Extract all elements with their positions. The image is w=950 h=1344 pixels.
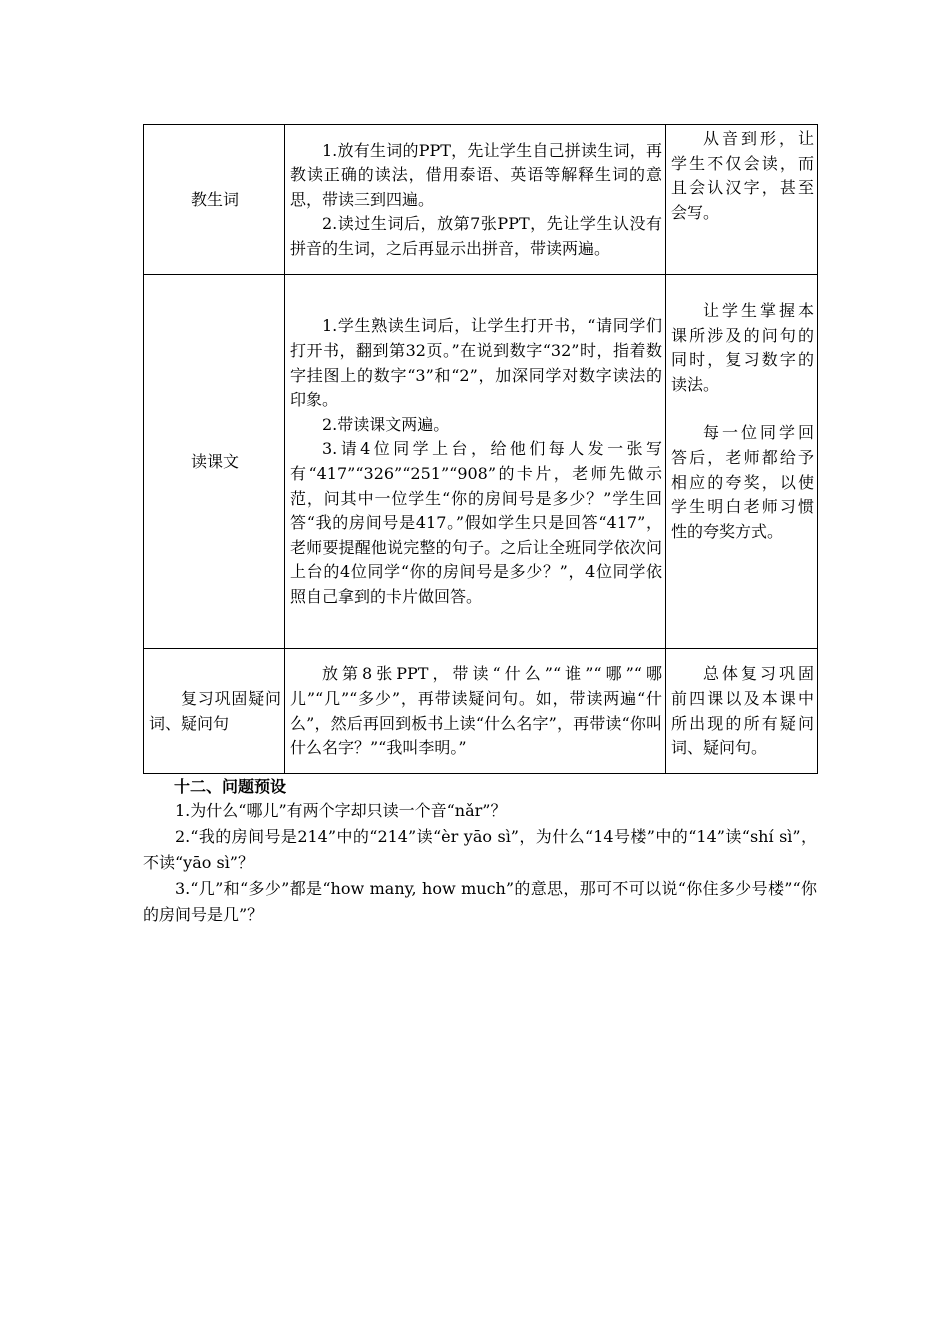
stage-cell: 教生词 xyxy=(144,125,285,275)
section-title: 十二、问题预设 xyxy=(174,777,287,796)
table-row xyxy=(144,125,818,275)
note-paragraph: 从音到形，让学生不仅会读，而且会认汉字，甚至会写。 xyxy=(671,129,814,222)
note-paragraph: 让学生掌握本课所涉及的问句的同时，复习数字的读法。 xyxy=(671,301,814,394)
process-paragraph: 2.带读课文两遍。 xyxy=(322,414,450,434)
note-cell xyxy=(666,125,818,275)
table-row xyxy=(144,649,818,774)
process-cell xyxy=(285,649,666,774)
note-cell xyxy=(666,649,818,774)
process-paragraph: 放第8张PPT，带读“什么”“谁”“哪”“哪儿”“几”“多少”，再带读疑问句。如，带读两遍“什么”，然后再回到板书上读“什么名字”，再带读“你叫什么名字？”“我叫李明。” xyxy=(290,664,662,758)
note-cell xyxy=(666,275,818,649)
stage-cell xyxy=(144,649,285,774)
process-paragraph: 1.学生熟读生词后，让学生打开书，“请同学们打开书，翻到第32页。”在说到数字“32”时，指着数字挂图上的数字“3”和“2”，加深同学对数字读法的印象。 xyxy=(290,316,662,410)
table-row xyxy=(144,275,818,649)
process-paragraph: 3.请4位同学上台，给他们每人发一张写有“417”“326”“251”“908”的卡片，老师先做示范，问其中一位学生“你的房间号是多少？”学生回答“我的房间号是417。”假如学生只是回答“417”，老师要提醒他说完整的句子。之后让全班同学依次问上台的4位同学“你的房间号是多少？”，4位同学依照自己拿到的卡片做回答。 xyxy=(290,439,662,606)
lesson-plan-table xyxy=(143,124,818,774)
process-cell xyxy=(285,125,666,275)
note-paragraph: 每一位同学回答后，老师都给予相应的夸奖，以使学生明白老师习惯性的夸奖方式。 xyxy=(671,423,814,541)
stage-cell: 读课文 xyxy=(144,275,285,649)
process-paragraph: 2.读过生词后，放第7张PPT，先让学生认没有拼音的生词，之后再显示出拼音，带读两遍。 xyxy=(290,214,662,258)
process-paragraph: 1.放有生词的PPT，先让学生自己拼读生词，再教读正确的读法，借用泰语、英语等解释生词的意思，带读三到四遍。 xyxy=(290,140,662,209)
question-item: 1.为什么“哪儿”有两个字却只读一个音“nǎr”？ xyxy=(175,801,507,820)
note-paragraph: 总体复习巩固前四课以及本课中所出现的所有疑问词、疑问句。 xyxy=(671,664,814,758)
question-item: 3.“几”和“多少”都是“how many, how much”的意思，那可不可以说“你住多少号楼”“你的房间号是几”？ xyxy=(143,879,817,924)
stage-label: 复习巩固疑问词、疑问句 xyxy=(149,688,281,733)
question-section xyxy=(143,776,817,928)
process-cell xyxy=(285,275,666,649)
question-item: 2.“我的房间号是214”中的“214”读“èr yāo sì”，为什么“14号楼”中的“14”读“shí sì”，不读“yāo sì”？ xyxy=(143,827,817,872)
